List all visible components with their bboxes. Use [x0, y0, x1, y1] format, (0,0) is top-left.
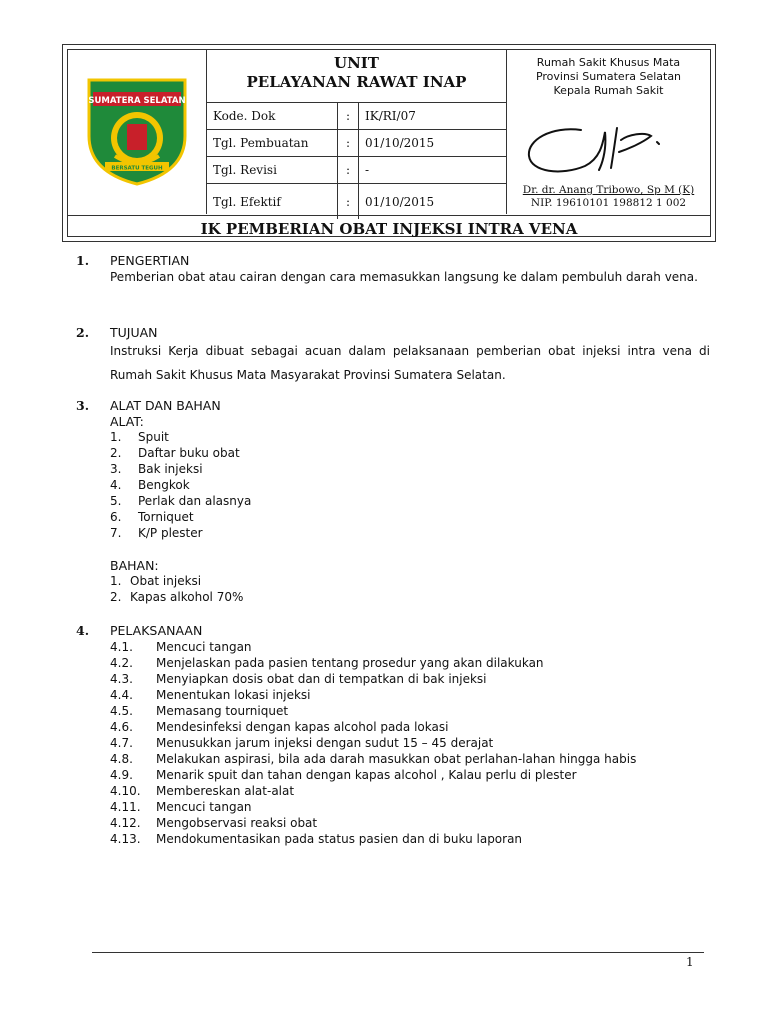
step-text: Menentukan lokasi injeksi	[156, 688, 311, 702]
hospital-block	[507, 50, 710, 98]
emblem-bottom-text: BERSATU TEGUH	[111, 165, 163, 172]
province-emblem-icon	[85, 76, 189, 186]
list-item	[110, 462, 203, 476]
item-text: Perlak dan alasnya	[138, 494, 252, 508]
row-value: -	[365, 163, 370, 177]
row-label: Tgl. Pembuatan	[207, 130, 338, 156]
hospital-province: Provinsi Sumatera Selatan	[535, 70, 682, 83]
step-text: Menjelaskan pada pasien tentang prosedur yang akan dilakukan	[156, 656, 544, 670]
step-number: 4.8.	[110, 752, 133, 766]
section-title: PELAKSANAAN	[110, 623, 203, 638]
step-text: Menarik spuit dan tahan dengan kapas alcohol , Kalau perlu di plester	[156, 768, 577, 782]
approval-cell	[507, 50, 710, 214]
doctor-nip: NIP. 19610101 198812 1 002	[530, 197, 687, 209]
page-number: 1	[686, 955, 694, 969]
step-number: 4.4.	[110, 688, 133, 702]
item-number: 3.	[110, 462, 122, 476]
list-item	[110, 478, 190, 492]
step-item	[110, 832, 523, 846]
step-number: 4.5.	[110, 704, 133, 718]
item-text: Obat injeksi	[130, 574, 202, 588]
list-item	[110, 446, 240, 460]
step-text: Melakukan aspirasi, bila ada darah masukkan obat perlahan-lahan hingga habis	[156, 752, 637, 766]
step-item	[110, 800, 252, 814]
document-header	[62, 44, 716, 242]
item-number: 1.	[110, 430, 122, 444]
step-text: Mencuci tangan	[156, 640, 252, 654]
step-number: 4.1.	[110, 640, 133, 654]
logo-cell	[68, 50, 207, 214]
item-number: 6.	[110, 510, 122, 524]
step-number: 4.11.	[110, 800, 141, 814]
item-number: 7.	[110, 526, 122, 540]
list-item	[110, 510, 194, 524]
section-number: 1.	[76, 253, 90, 268]
signature-icon	[521, 122, 681, 182]
row-label: Tgl. Efektif	[207, 184, 338, 219]
step-item	[110, 752, 637, 766]
step-text: Menyiapkan dosis obat dan di tempatkan di bak injeksi	[156, 672, 487, 686]
row-colon: :	[338, 184, 359, 219]
step-number: 4.12.	[110, 816, 141, 830]
list-item	[110, 430, 169, 444]
row-colon: :	[338, 103, 359, 129]
section-title: ALAT DAN BAHAN	[110, 398, 221, 413]
list-item	[110, 590, 244, 604]
section-number: 3.	[76, 398, 90, 413]
step-number: 4.10.	[110, 784, 141, 798]
row-colon: :	[338, 130, 359, 156]
item-text: Kapas alkohol 70%	[130, 590, 244, 604]
row-value: 01/10/2015	[365, 194, 435, 209]
document-info-cell	[207, 50, 507, 214]
item-number: 1.	[110, 574, 122, 588]
step-item	[110, 784, 295, 798]
step-item	[110, 720, 449, 734]
step-number: 4.7.	[110, 736, 133, 750]
row-label: Tgl. Revisi	[207, 157, 338, 183]
step-text: Mendesinfeksi dengan kapas alcohol pada lokasi	[156, 720, 449, 734]
item-text: Bengkok	[138, 478, 190, 492]
step-number: 4.6.	[110, 720, 133, 734]
item-text: Daftar buku obat	[138, 446, 240, 460]
row-colon: :	[338, 157, 359, 183]
step-number: 4.13.	[110, 832, 141, 846]
bahan-title: BAHAN:	[110, 558, 159, 573]
row-value: 01/10/2015	[365, 136, 435, 150]
section-title: PENGERTIAN	[110, 253, 190, 268]
item-text: K/P plester	[138, 526, 203, 540]
step-item	[110, 688, 311, 702]
emblem-top-text: SUMATERA SELATAN	[88, 96, 186, 106]
alat-title: ALAT:	[110, 414, 144, 429]
doctor-block	[507, 184, 710, 210]
step-number: 4.9.	[110, 768, 133, 782]
step-item	[110, 672, 487, 686]
footer-divider	[92, 952, 704, 953]
item-number: 2.	[110, 590, 122, 604]
list-item	[110, 494, 252, 508]
unit-label: UNIT	[334, 54, 379, 72]
step-number: 4.2.	[110, 656, 133, 670]
hospital-name: Rumah Sakit Khusus Mata	[536, 56, 681, 69]
hospital-head-title: Kepala Rumah Sakit	[553, 84, 664, 97]
step-item	[110, 704, 289, 718]
unit-name: PELAYANAN RAWAT INAP	[246, 73, 467, 91]
list-item	[110, 526, 203, 540]
section-text: Pemberian obat atau cairan dengan cara memasukkan langsung ke dalam pembuluh darah vena.	[110, 270, 698, 284]
step-text: Memasang tourniquet	[156, 704, 289, 718]
step-text: Mendokumentasikan pada status pasien dan di buku laporan	[156, 832, 523, 846]
row-value: IK/RI/07	[365, 109, 416, 123]
item-number: 4.	[110, 478, 122, 492]
step-text: Mencuci tangan	[156, 800, 252, 814]
step-text: Menusukkan jarum injeksi dengan sudut 15 – 45 derajat	[156, 736, 494, 750]
item-number: 2.	[110, 446, 122, 460]
row-label: Kode. Dok	[207, 103, 338, 129]
effective-date-row	[207, 184, 506, 219]
section-number: 2.	[76, 325, 90, 340]
item-text: Torniquet	[138, 510, 194, 524]
step-item	[110, 768, 577, 782]
created-date-row	[207, 130, 506, 157]
doctor-name: Dr. dr. Anang Tribowo, Sp M (K)	[522, 184, 695, 196]
step-text: Membereskan alat-alat	[156, 784, 295, 798]
header-inner-frame	[67, 49, 711, 237]
step-item	[110, 816, 318, 830]
section-title: TUJUAN	[110, 325, 158, 340]
unit-title	[207, 50, 506, 103]
step-text: Mengobservasi reaksi obat	[156, 816, 318, 830]
document-title: IK PEMBERIAN OBAT INJEKSI INTRA VENA	[68, 215, 710, 236]
section-text: Instruksi Kerja dibuat sebagai acuan dalam pelaksanaan pemberian obat injeksi intra vena di Rumah Sakit Khusus Mata Masyarakat Provinsi Sumatera Selatan.	[110, 344, 710, 382]
section-number: 4.	[76, 623, 90, 638]
item-number: 5.	[110, 494, 122, 508]
step-item	[110, 640, 252, 654]
item-text: Bak injeksi	[138, 462, 203, 476]
item-text: Spuit	[138, 430, 169, 444]
step-number: 4.3.	[110, 672, 133, 686]
step-item	[110, 736, 494, 750]
revision-date-row	[207, 157, 506, 184]
doc-code-row	[207, 103, 506, 130]
list-item	[110, 574, 202, 588]
step-item	[110, 656, 544, 670]
